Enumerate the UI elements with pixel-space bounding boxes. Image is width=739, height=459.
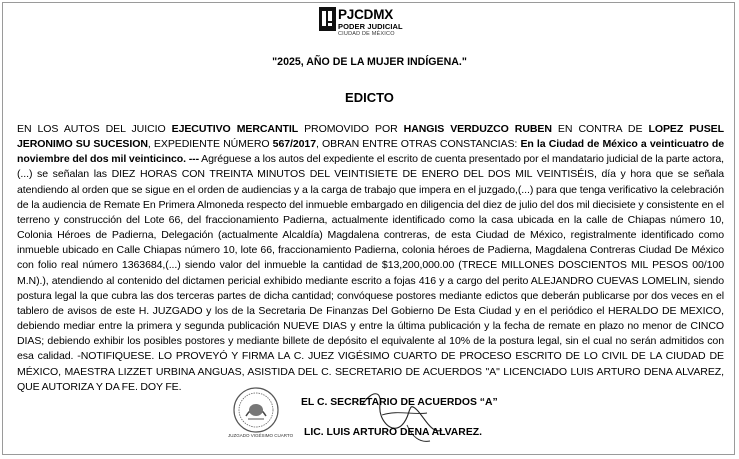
pjcdmx-logo [319,7,423,41]
body-text: PROMOVIDO POR [298,123,404,135]
document-title: EDICTO [345,90,394,105]
court-seal-icon [232,386,280,434]
body-bold: HANGIS VERDUZCO RUBEN [403,123,552,135]
body-text: EN LOS AUTOS DEL JUICIO [17,123,172,135]
signature-title: EL C. SECRETARIO DE ACUERDOS “A” [301,397,498,408]
body-bold: 567/2017 [272,138,317,151]
body-text: Agréguese a los autos del expediente el escrito de cuenta presentado por el mandatario judicial de la parte actora, (...) se señalan las DIEZ HORAS CON TREINTA MINUTOS DEL VEINTISIETE DE ENERO DEL DOS MIL VEINTISÉIS, día y hora que se señala atendiendo al orden que se sigue en el orden de audiencias y a la carga de trabajo que impera en el juzgado,(...) para que tenga verificativo la celebración de la audiencia de Remate En Primera Almoneda respecto del inmueble embargado en diligencia del diez de julio del dos mil diecisiete y consistente en el terreno y construcción del Lote 66, del fraccionamiento Padierna, actualmente identificado como la casa ubicada en la calle de Chiapas número 10, Colonia Héroes de Padierna, Delegación (actualmente Alcaldía) Magdalena contreras, de esta Ciudad de México, registralmente identificado como inmueble ubicado en Calle Chiapas número 10, lote 66, fraccionamiento Padierna, colonia héroes de Padierna, Magdalena Contreras Ciudad De México con folio real número 1363684,(...) siendo valor del inmueble la cantidad de $13,200,000.00 (TRECE MILLONES DOSCIENTOS MIL PESOS 00/100 M.N).), atendiendo al contenido del dictamen pericial exhibido mediante escrito a fojas 416 y a cargo del perito ALEJANDRO CUEVAS LOMELIN, siendo postura legal la que cubra las dos terceras partes de dicha cantidad; convóquese postores mediante edictos que deberán publicarse por dos veces en el tablero de avisos de este H. JUZGADO y los de la Secretaria De Finanzas Del Gobierno De Esta Ciudad y en el periódico el HERALDO DE MEXICO, debiendo mediar entre la primera y segunda publicación NUEVE DIAS y entre la última publicación y la fecha de remate en plazo no menor de CINCO DIAS; debiendo exhibir los posibles postores y mediante billete de depósito el equivalente al 10% de la postura legal, sin el cual no serán admitidos con esa calidad. -NOTIFIQUESE. LO PROVEYÓ Y FIRMA LA C. JUEZ VIGÉSIMO CUARTO DE PROCESO ESCRITO DE LO CIVIL DE LA CIUDAD DE MÉXICO, MAESTRA LIZZET URBINA ANGUAS, ASISTIDA DEL C. SECRETARIO DE ACUERDOS "A" LICENCIADO LUIS ARTURO DENA ALVAREZ, QUE AUTORIZA Y DA FE. DOY FE. [17,153,724,393]
body-bold: En la Ciudad de México a veinticuatro de noviembre del dos mil veinticinco. --- [17,138,724,166]
body-bold: LOPEZ PUSEL JERONIMO SU SUCESION [17,123,724,151]
signature-name: LIC. LUIS ARTURO DENA ALVAREZ. [304,427,482,438]
logo-line1: PODER JUDICIAL [338,22,403,31]
body-text: EN CONTRA DE [551,123,649,135]
pjcdmx-emblem-icon [319,7,336,31]
motto: "2025, AÑO DE LA MUJER INDÍGENA." [272,56,467,68]
edict-body [17,122,724,395]
seal-caption: JUZGADO VIGÉSIMO CUARTO [228,433,294,438]
logo-line2: CIUDAD DE MÉXICO [338,31,395,37]
body-bold: EJECUTIVO MERCANTIL [171,123,299,135]
logo-brand: PJCDMX [338,7,394,22]
body-text: , EXPEDIENTE NÚMERO [147,138,273,151]
body-text: , OBRAN ENTRE OTRAS CONSTANCIAS: [316,138,521,151]
